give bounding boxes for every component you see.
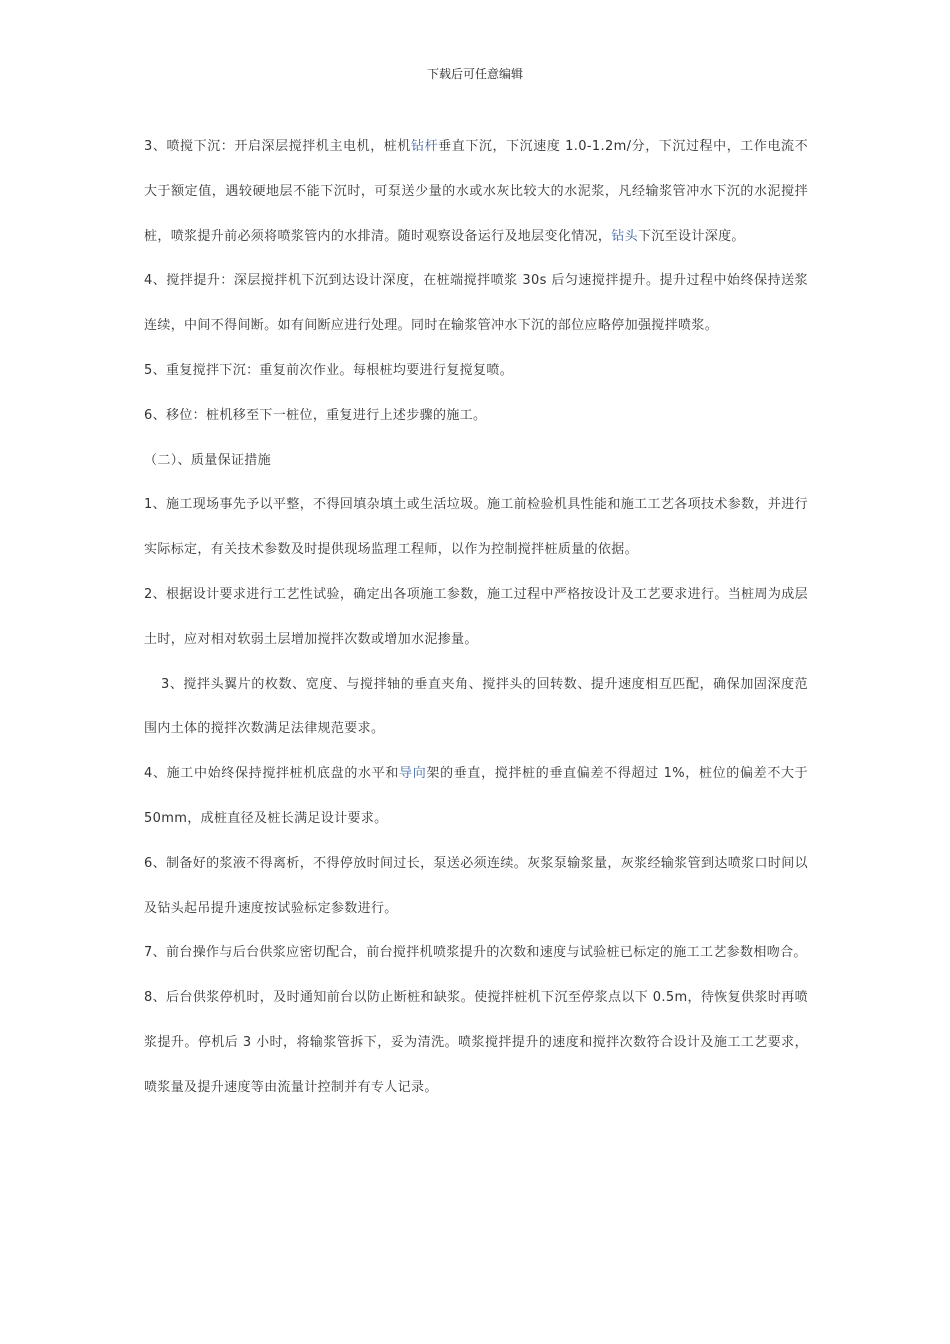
paragraph-text: 3、喷搅下沉：开启深层搅拌机主电机，桩机 xyxy=(144,139,411,154)
paragraph-text: 5、重复搅拌下沉：重复前次作业。每根桩均要进行复搅复喷。 xyxy=(144,362,514,378)
paragraph xyxy=(144,931,808,976)
paragraph xyxy=(144,259,808,349)
paragraph-text: 2、根据设计要求进行工艺性试验，确定出各项施工参数，施工过程中严格按设计及工艺要求进行。当桩周为成层土时，应对相对软弱土层增加搅拌次数或增加水泥掺量。 xyxy=(144,586,808,647)
paragraph-text: 架的垂直，搅拌桩的垂直偏差不得超过 1%，桩位的偏差不大于 50mm，成桩直径及桩长满足设计要求。 xyxy=(144,766,809,826)
inline-link[interactable]: 钻头 xyxy=(611,228,638,244)
paragraph-text: （二）、质量保证措施 xyxy=(144,452,272,468)
paragraph xyxy=(144,394,808,439)
paragraph xyxy=(144,976,808,1110)
paragraph xyxy=(144,663,808,753)
paragraph-text: 3、搅拌头翼片的枚数、宽度、与搅拌轴的垂直夹角、搅拌头的回转数、提升速度相互匹配，确保加固深度范围内土体的搅拌次数满足法律规范要求。 xyxy=(144,676,808,737)
paragraph-text: 6、移位：桩机移至下一桩位，重复进行上述步骤的施工。 xyxy=(144,407,487,423)
inline-link[interactable]: 导向 xyxy=(399,766,427,782)
inline-link[interactable]: 钻杆 xyxy=(410,139,439,154)
paragraph-text: 4、施工中始终保持搅拌桩机底盘的水平和 xyxy=(144,766,400,782)
paragraph xyxy=(144,349,808,394)
paragraph xyxy=(144,439,808,484)
paragraph-text: 垂直下沉，下沉速度 1.0-1.2m/分，下沉过程中，工作电流不大于额定值，遇较硬地层不能下沉时，可泵送少量的水或水灰比较大的水泥浆，凡经输浆管冲水下沉的水泥搅拌桩，喷浆提升前必须将喷浆管内的水排清。随时观察设备运行及地层变化情况， xyxy=(144,139,808,244)
paragraph xyxy=(144,125,808,259)
document-body xyxy=(144,125,808,1111)
paragraph-text: 8、后台供浆停机时，及时通知前台以防止断桩和缺浆。使搅拌桩机下沉至停浆点以下 0.5m，待恢复供浆时再喷浆提升。停机后 3 小时，将输浆管拆下，妥为清洗。喷浆搅拌提升的速度和搅拌次数符合设计及施工工艺要求，喷浆量及提升速度等由流量计控制并有专人记录。 xyxy=(144,990,808,1095)
paragraph-text: 7、前台操作与后台供浆应密切配合，前台搅拌机喷浆提升的次数和速度与试验桩已标定的施工工艺参数相吻合。 xyxy=(144,945,807,961)
paragraph-text: 1、施工现场事先予以平整，不得回填杂填土或生活垃圾。施工前检验机具性能和施工工艺各项技术参数，并进行实际标定，有关技术参数及时提供现场监理工程师，以作为控制搅拌桩质量的依据。 xyxy=(144,497,808,558)
paragraph-text: 4、搅拌提升：深层搅拌机下沉到达设计深度，在桩端搅拌喷浆 30s 后匀速搅拌提升。提升过程中始终保持送浆连续，中间不得间断。如有间断应进行处理。同时在输浆管冲水下沉的部位应略停加强搅拌喷浆。 xyxy=(144,273,808,334)
paragraph-text: 6、制备好的浆液不得离析，不得停放时间过长，泵送必须连续。灰浆泵输浆量，灰浆经输浆管到达喷浆口时间以及钻头起吊提升速度按试验标定参数进行。 xyxy=(144,855,808,916)
paragraph xyxy=(144,842,808,932)
paragraph-text: 下沉至设计深度。 xyxy=(637,228,745,244)
paragraph xyxy=(144,483,808,573)
paragraph xyxy=(144,573,808,663)
page-header: 下载后可任意编辑 xyxy=(426,67,523,81)
paragraph xyxy=(144,752,808,842)
